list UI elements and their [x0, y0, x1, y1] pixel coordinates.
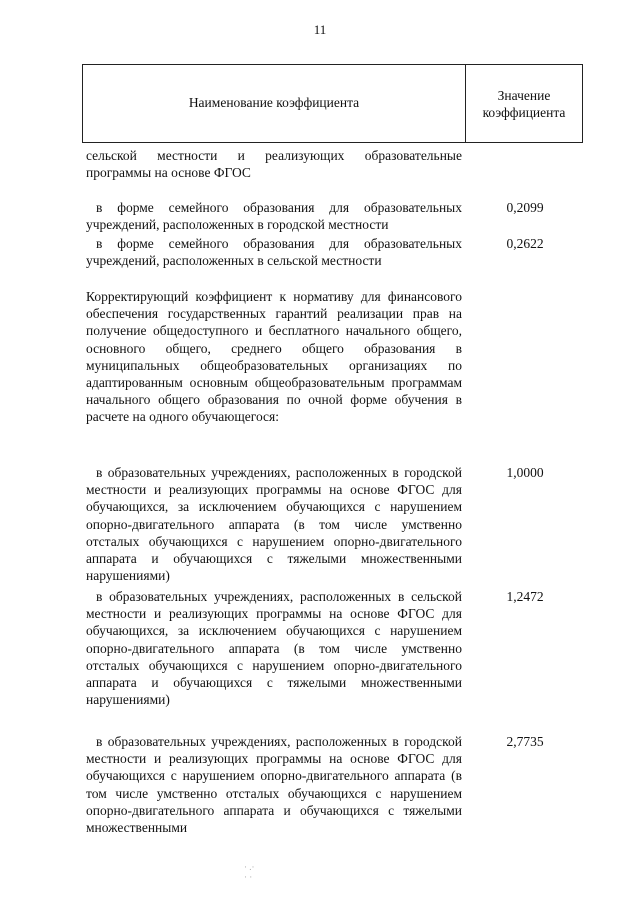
- table-header: [82, 64, 583, 143]
- page-number: 11: [313, 22, 327, 37]
- table-row-text: в образовательных учреждениях, расположенных в сельской местности и реализующих программы на основе ФГОС для обучающихся, за исключением обучающихся с нарушением опорно-двигательного аппарата (в том числе умственно отсталых обучающихся с нарушением опорно-двигательного аппарата и обучающихся с тяжелыми множественными нарушениями): [86, 589, 462, 708]
- table-row-text: в форме семейного образования для образовательных учреждений, расположенных в сельской местности: [86, 236, 462, 269]
- table-row-text: Корректирующий коэффициент к нормативу для финансового обеспечения государственных гарантий реализации прав на получение общедоступного и бесплатного начального общего, основного общего, среднего общего образования в муниципальных общеобразовательных организациях по адаптированным основным общеобразовательным программам начального общего образования по очной форме обучения в расчете на одного обучающегося:: [86, 289, 462, 425]
- table-row-value: 1,2472: [506, 589, 544, 604]
- table-row-value: 0,2099: [506, 200, 544, 215]
- table-row-value: 0,2622: [506, 236, 544, 251]
- header-value-line1: Значение: [497, 88, 551, 103]
- table-row-text: сельской местности и реализующих образовательные программы на основе ФГОС: [86, 148, 462, 181]
- table-row-text: в форме семейного образования для образовательных учреждений, расположенных в городской местности: [86, 200, 462, 233]
- header-name-column: Наименование коэффициента: [188, 95, 360, 110]
- table-row-text: в образовательных учреждениях, расположенных в городской местности и реализующих программы на основе ФГОС для обучающихся, за исключением обучающихся с нарушением опорно-двигательного аппарата (в том числе умственно отсталых обучающихся с нарушением опорно-двигательного аппарата и обучающихся с тяжелыми множественными нарушениями): [86, 465, 462, 584]
- table-row-value: 2,7735: [506, 734, 544, 749]
- table-row-text: в образовательных учреждениях, расположенных в городской местности и реализующих программы на основе ФГОС для обучающихся с нарушением опорно-двигательного аппарата (в том числе умственно отсталых обучающихся с нарушением опорно-двигательного аппарата и обучающихся с тяжелыми множественными: [86, 734, 462, 836]
- header-value-column: [466, 87, 582, 121]
- scan-artifact: · .· · ·: [244, 862, 255, 882]
- header-value-line2: коэффициента: [482, 105, 566, 120]
- table-row-value: 1,0000: [506, 465, 544, 480]
